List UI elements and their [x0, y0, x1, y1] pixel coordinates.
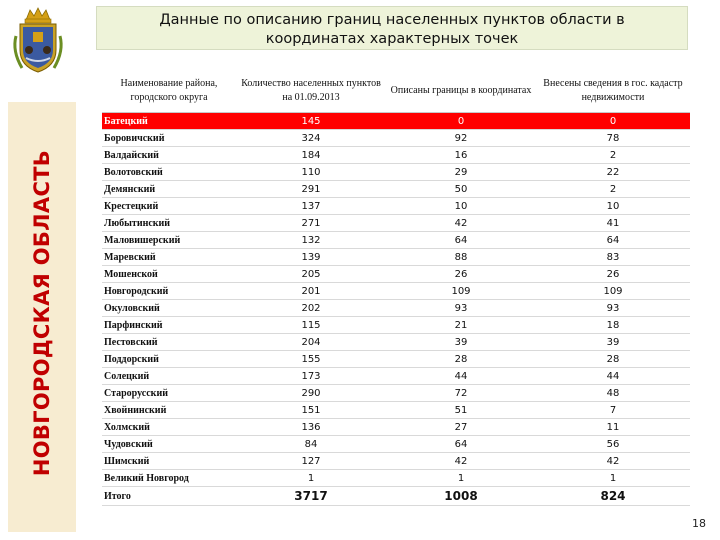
district-cell: Батецкий — [102, 113, 236, 130]
district-cell: Мошенской — [102, 266, 236, 283]
described-cell: 39 — [386, 334, 536, 351]
table-row — [102, 317, 690, 334]
described-cell: 42 — [386, 453, 536, 470]
page-number: 18 — [692, 517, 706, 530]
table-row — [102, 402, 690, 419]
table-row — [102, 147, 690, 164]
registered-cell: 2 — [536, 181, 690, 198]
header-described: Описаны границы в координатах — [386, 70, 536, 113]
district-cell: Крестецкий — [102, 198, 236, 215]
region-name: НОВГОРОДСКАЯ ОБЛАСТЬ — [30, 149, 54, 477]
count-cell: 132 — [236, 232, 386, 249]
count-cell: 201 — [236, 283, 386, 300]
count-cell: 84 — [236, 436, 386, 453]
described-cell: 28 — [386, 351, 536, 368]
table-row — [102, 419, 690, 436]
registered-cell: 109 — [536, 283, 690, 300]
described-cell: 109 — [386, 283, 536, 300]
registered-cell: 10 — [536, 198, 690, 215]
district-cell: Шимский — [102, 453, 236, 470]
described-cell: 27 — [386, 419, 536, 436]
count-cell: 173 — [236, 368, 386, 385]
table-row — [102, 368, 690, 385]
district-cell: Окуловский — [102, 300, 236, 317]
described-cell: 64 — [386, 232, 536, 249]
settlements-table — [102, 70, 690, 506]
count-cell: 145 — [236, 113, 386, 130]
registered-cell: 44 — [536, 368, 690, 385]
registered-cell: 28 — [536, 351, 690, 368]
district-cell: Холмский — [102, 419, 236, 436]
registered-cell: 78 — [536, 130, 690, 147]
described-cell: 50 — [386, 181, 536, 198]
district-cell: Пестовский — [102, 334, 236, 351]
coat-of-arms-icon — [8, 6, 68, 76]
header-registered: Внесены сведения в гос. кадастр недвижимости — [536, 70, 690, 113]
table-row — [102, 164, 690, 181]
table-row — [102, 181, 690, 198]
district-cell: Чудовский — [102, 436, 236, 453]
table-row — [102, 198, 690, 215]
page-title — [96, 6, 688, 50]
district-cell: Хвойнинский — [102, 402, 236, 419]
count-cell: 127 — [236, 453, 386, 470]
described-cell: 42 — [386, 215, 536, 232]
described-cell: 72 — [386, 385, 536, 402]
district-cell: Поддорский — [102, 351, 236, 368]
district-cell: Валдайский — [102, 147, 236, 164]
described-cell: 92 — [386, 130, 536, 147]
header-count: Количество населенных пунктов на 01.09.2013 — [236, 70, 386, 113]
count-cell: 291 — [236, 181, 386, 198]
registered-cell: 22 — [536, 164, 690, 181]
described-cell: 51 — [386, 402, 536, 419]
count-cell: 290 — [236, 385, 386, 402]
district-cell: Любытинский — [102, 215, 236, 232]
count-cell: 324 — [236, 130, 386, 147]
count-cell: 202 — [236, 300, 386, 317]
count-cell: 115 — [236, 317, 386, 334]
registered-cell: 48 — [536, 385, 690, 402]
registered-cell: 0 — [536, 113, 690, 130]
total-row — [102, 487, 690, 506]
count-cell: 110 — [236, 164, 386, 181]
described-cell: 21 — [386, 317, 536, 334]
registered-cell: 39 — [536, 334, 690, 351]
count-cell: 1 — [236, 470, 386, 487]
count-cell: 271 — [236, 215, 386, 232]
district-cell: Солецкий — [102, 368, 236, 385]
described-cell: 26 — [386, 266, 536, 283]
table-row — [102, 351, 690, 368]
registered-cell: 824 — [536, 487, 690, 506]
table-row — [102, 266, 690, 283]
registered-cell: 18 — [536, 317, 690, 334]
count-cell: 139 — [236, 249, 386, 266]
district-cell: Старорусский — [102, 385, 236, 402]
described-cell: 16 — [386, 147, 536, 164]
described-cell: 0 — [386, 113, 536, 130]
count-cell: 136 — [236, 419, 386, 436]
registered-cell: 83 — [536, 249, 690, 266]
described-cell: 93 — [386, 300, 536, 317]
registered-cell: 1 — [536, 470, 690, 487]
registered-cell: 41 — [536, 215, 690, 232]
table-row — [102, 283, 690, 300]
table-row — [102, 249, 690, 266]
count-cell: 3717 — [236, 487, 386, 506]
table-row — [102, 334, 690, 351]
count-cell: 204 — [236, 334, 386, 351]
registered-cell: 64 — [536, 232, 690, 249]
registered-cell: 42 — [536, 453, 690, 470]
described-cell: 64 — [386, 436, 536, 453]
described-cell: 29 — [386, 164, 536, 181]
table-header-row — [102, 70, 690, 113]
registered-cell: 2 — [536, 147, 690, 164]
district-cell: Великий Новгород — [102, 470, 236, 487]
table-row — [102, 113, 690, 130]
table-row — [102, 470, 690, 487]
district-cell: Итого — [102, 487, 236, 506]
table-row — [102, 300, 690, 317]
district-cell: Новгородский — [102, 283, 236, 300]
table-row — [102, 232, 690, 249]
header-district: Наименование района, городского округа — [102, 70, 236, 113]
sidebar — [0, 0, 78, 540]
described-cell: 44 — [386, 368, 536, 385]
district-cell: Маловишерский — [102, 232, 236, 249]
registered-cell: 56 — [536, 436, 690, 453]
registered-cell: 7 — [536, 402, 690, 419]
described-cell: 10 — [386, 198, 536, 215]
district-cell: Волотовский — [102, 164, 236, 181]
described-cell: 1 — [386, 470, 536, 487]
count-cell: 184 — [236, 147, 386, 164]
table-row — [102, 436, 690, 453]
district-cell: Демянский — [102, 181, 236, 198]
table-row — [102, 215, 690, 232]
district-cell: Боровичский — [102, 130, 236, 147]
table-body — [102, 113, 690, 506]
described-cell: 88 — [386, 249, 536, 266]
count-cell: 151 — [236, 402, 386, 419]
district-cell: Маревский — [102, 249, 236, 266]
count-cell: 137 — [236, 198, 386, 215]
table-row — [102, 130, 690, 147]
table-row — [102, 385, 690, 402]
count-cell: 205 — [236, 266, 386, 283]
registered-cell: 93 — [536, 300, 690, 317]
table-row — [102, 453, 690, 470]
title-line-2: координатах характерных точек — [265, 31, 519, 47]
registered-cell: 11 — [536, 419, 690, 436]
count-cell: 155 — [236, 351, 386, 368]
district-cell: Парфинский — [102, 317, 236, 334]
title-line-1: Данные по описанию границ населенных пунктов области в — [159, 12, 625, 28]
described-cell: 1008 — [386, 487, 536, 506]
registered-cell: 26 — [536, 266, 690, 283]
